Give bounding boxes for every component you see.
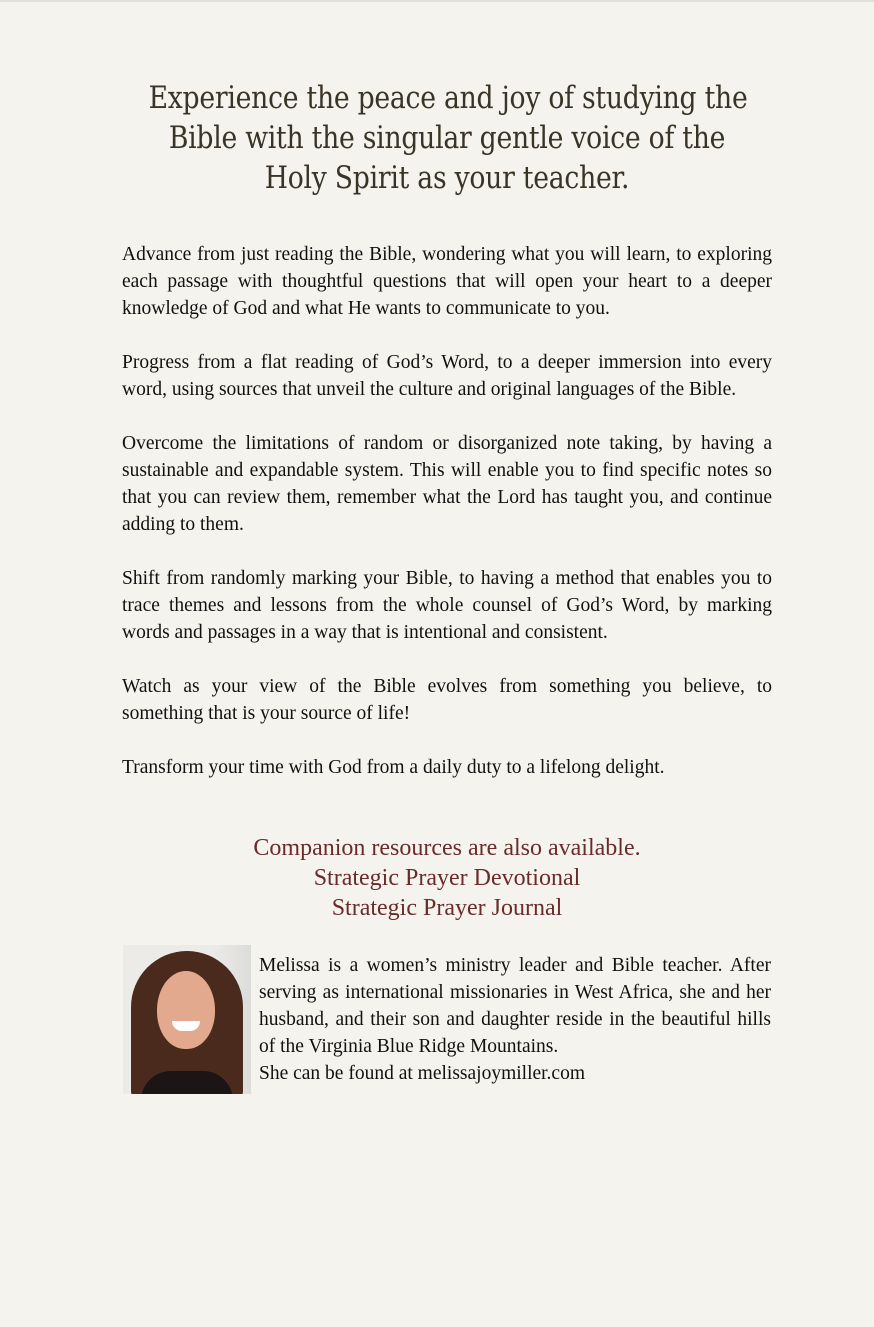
- headline: [149, 78, 746, 198]
- bio-contact: She can be found at melissajoymiller.com: [259, 1063, 586, 1084]
- companion-item: Strategic Prayer Journal: [331, 895, 563, 921]
- author-bio: [259, 952, 771, 1087]
- companion-intro: Companion resources are also available.: [253, 835, 641, 861]
- author-photo: [123, 945, 251, 1094]
- headline-line: Experience the peace and joy of studying the: [148, 80, 748, 116]
- description: [122, 241, 772, 808]
- paragraph: Advance from just reading the Bible, wondering what you will learn, to exploring each passage with thoughtful questions that will open your heart to a deeper knowledge of God and what He wants to communicate to you.: [122, 244, 772, 319]
- paragraph: Progress from a flat reading of God’s Word, to a deeper immersion into every word, using sources that unveil the culture and original languages of the Bible.: [122, 352, 772, 400]
- headline-line: Bible with the singular gentle voice of the: [168, 120, 726, 156]
- companion-item: Strategic Prayer Devotional: [313, 865, 581, 891]
- companion-resources: [122, 833, 772, 923]
- bio-text: Melissa is a women’s ministry leader and Bible teacher. After serving as international missionaries in West Africa, she and her husband, and their son and daughter reside in the beautiful hills of the Virginia Blue Ridge Mountains.: [259, 955, 771, 1057]
- headline-line: Holy Spirit as your teacher.: [264, 160, 630, 196]
- paragraph: Overcome the limitations of random or disorganized note taking, by having a sustainable and expandable system. This will enable you to find specific notes so that you can review them, remember what the Lord has taught you, and continue adding to them.: [122, 433, 772, 535]
- paragraph: Shift from randomly marking your Bible, to having a method that enables you to trace themes and lessons from the whole counsel of God’s Word, by marking words and passages in a way that is intentional and consistent.: [122, 568, 772, 643]
- paragraph: Transform your time with God from a daily duty to a lifelong delight.: [122, 757, 665, 778]
- paragraph: Watch as your view of the Bible evolves from something you believe, to something that is your source of life!: [122, 676, 772, 724]
